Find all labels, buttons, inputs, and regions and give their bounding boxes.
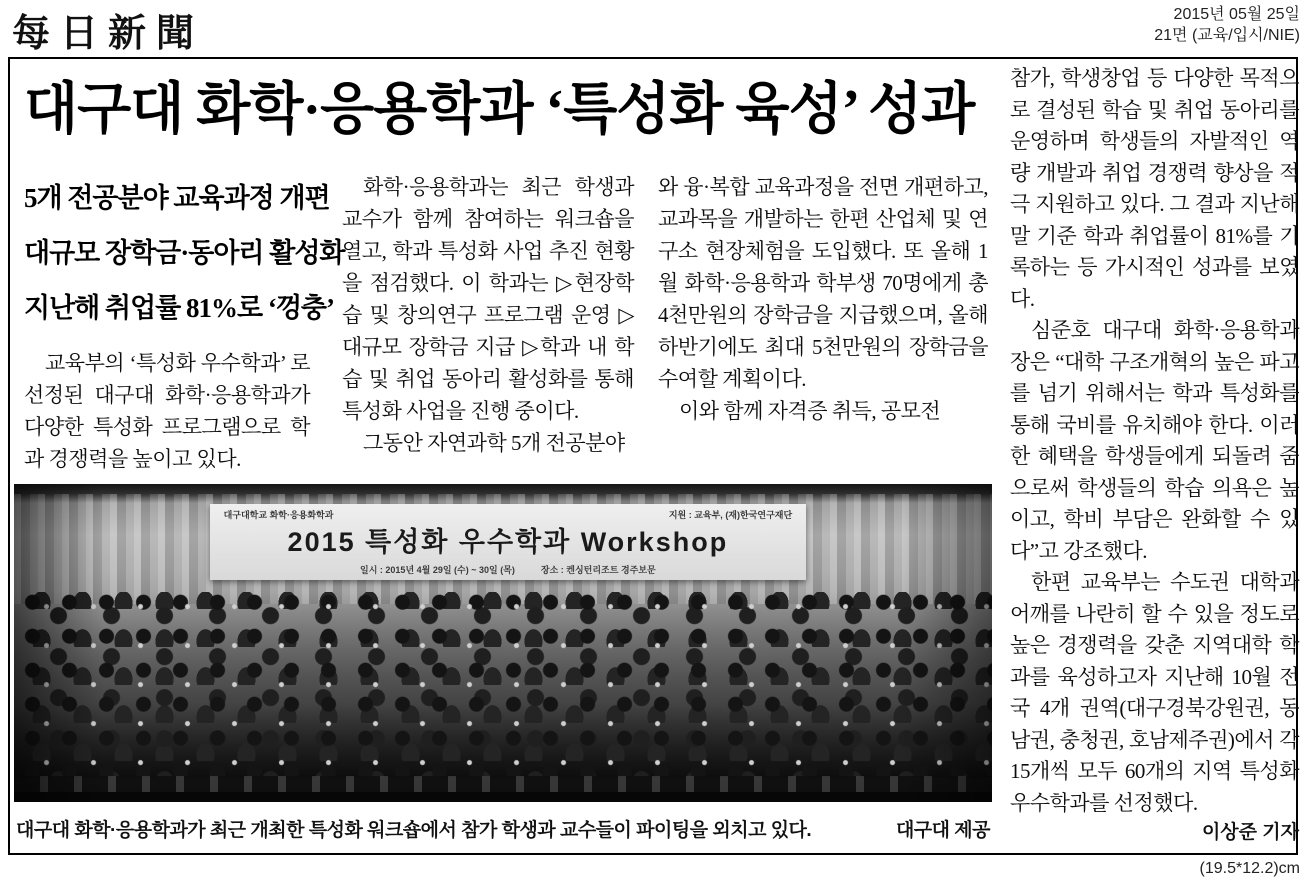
paragraph: 와 융·복합 교육과정을 전면 개편하고, 교과목을 개발하는 한편 산업체 및 연구소 현장체험을 도입했다. 또 올해 1월 화학·응용학과 학부생 70명에게 총 4천만원의 장학금을 지급했으며, 올해 하반기에도 최대 5천만원의 장학금을 수여할 계획이다.	[658, 175, 988, 391]
banner-top-row	[224, 508, 793, 521]
article-photo	[14, 484, 992, 802]
body-column-4	[1010, 63, 1299, 819]
photo-floor	[14, 792, 992, 802]
article-headline: 대구대 화학·응용학과 ‘특성화 육성’ 성과	[24, 79, 975, 141]
subhead-line: 지난해 취업률 81%로 ‘껑충’	[24, 293, 334, 323]
banner-venue: 장소 : 켄싱턴리조트 경주보문	[540, 565, 656, 575]
page-info: 21면 (교육/입시/NIE)	[1154, 27, 1300, 44]
publication-date: 2015년 05월 25일	[1173, 6, 1300, 23]
paragraph: 참가, 학생창업 등 다양한 목적으로 결성된 학습 및 취업 동아리를 운영하며 학생들의 자발적인 역량 개발과 취업 경쟁력 향상을 적극 지원하고 있다. 그 결과 지난해 말 기준 학과 취업률이 81%를 기록하는 등 가시적인 성과를 보였다.	[1010, 66, 1299, 311]
photo-caption-row	[16, 815, 990, 842]
masthead-logo: 每日新聞	[12, 10, 205, 55]
paragraph: 그동안 자연과학 5개 전공분야	[363, 431, 625, 455]
subhead-line: 5개 전공분야 교육과정 개편	[24, 183, 330, 213]
paragraph: 화학·응용학과는 최근 학생과 교수가 함께 참여하는 워크숍을 열고, 학과 특성화 사업 추진 현황을 점검했다. 이 학과는 ▷현장학습 및 창의연구 프로그램 운영 ▷대규모 장학금 지급 ▷학과 내 학습 및 취업 동아리 활성화를 통해 특성화 사업을 진행 중이다.	[342, 175, 634, 423]
paragraph: 심준호 대구대 화학·응용학과장은 “대학 구조개혁의 높은 파고를 넘기 위해서는 학과 특성화를 통해 국비를 유치해야 한다. 이러한 혜택을 학생들에게 되돌려 줌으로써 학생들의 학습 의욕은 높이고, 학비 부담은 완화할 수 있다”고 강조했다.	[1010, 318, 1299, 563]
banner-title: 2015 특성화 우수학과 Workshop	[287, 527, 729, 557]
banner-bottom-row	[224, 563, 793, 576]
photo-right-shadow	[902, 484, 992, 802]
banner-sponsor: 지원 : 교육부, (재)한국연구재단	[668, 510, 793, 520]
photo-workshop-banner	[210, 504, 807, 580]
article-subheadline	[24, 171, 345, 336]
body-column-1	[24, 347, 310, 475]
subhead-line: 대규모 장학금·동아리 활성화	[24, 238, 345, 268]
clipping-size-note: (19.5*12.2)cm	[1199, 860, 1300, 877]
photo-left-shadow	[14, 484, 104, 802]
banner-datetime: 일시 : 2015년 4월 29일 (수) ~ 30일 (목)	[360, 565, 515, 575]
paragraph: 한편 교육부는 수도권 대학과 어깨를 나란히 할 수 있을 정도로 높은 경쟁력을 갖춘 지역대학 학과를 육성하고자 지난해 10월 전국 4개 권역(대구경북강원권, 동남권, 충청권, 호남제주권)에서 각 15개씩 모두 60개의 지역 특성화 우수학과를 선정했다.	[1010, 570, 1299, 815]
paragraph: 교육부의 ‘특성화 우수학과’ 로 선정된 대구대 화학·응용학과가 다양한 특성화 프로그램으로 학과 경쟁력을 높이고 있다.	[24, 351, 310, 471]
body-column-3	[658, 171, 988, 427]
paragraph: 이와 함께 자격증 취득, 공모전	[679, 399, 941, 423]
body-column-2	[342, 171, 634, 459]
article-frame	[8, 57, 1298, 855]
photo-crowd	[14, 592, 992, 778]
banner-host: 대구대학교 화학·응용화학과	[223, 510, 334, 520]
reporter-byline: 이상준 기자	[1201, 822, 1299, 843]
masthead-dateblock	[1154, 4, 1300, 46]
photo-credit: 대구대 제공	[895, 820, 990, 841]
photo-chairs-row	[14, 776, 992, 792]
photo-caption: 대구대 화학·응용학과가 최근 개최한 특성화 워크숍에서 참가 학생과 교수들이 파이팅을 외치고 있다.	[16, 820, 812, 841]
